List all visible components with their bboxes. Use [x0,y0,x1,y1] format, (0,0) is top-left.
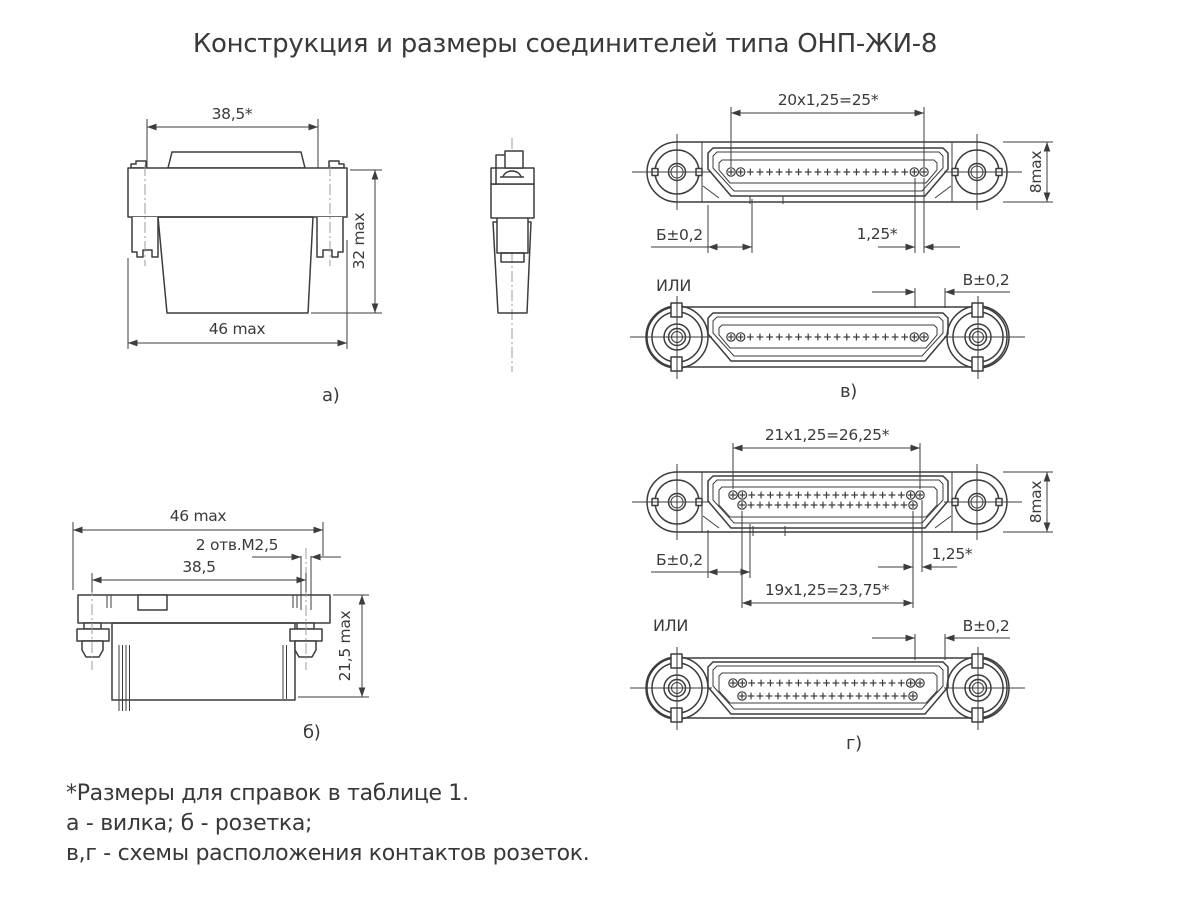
dim-step-g [878,500,973,572]
contact-row-top [729,491,924,499]
dim-label-46-max-a: 46 max [208,320,266,338]
dim-label-21-5-max: 21,5 max [336,610,354,682]
note-line-1: *Размеры для справок в таблице 1. [66,781,469,806]
dim-label-v-g: В±0,2 [962,617,1010,635]
dim-label-step-g: 1,25* [931,545,973,563]
figure-a-label: а) [322,385,340,406]
contact-row [727,168,928,176]
drawing-title: Конструкция и размеры соединителей типа ОНП-ЖИ-8 [192,29,938,59]
dim-label-row-v: 20x1,25=25* [777,91,879,109]
contact-row [727,333,928,341]
figure-g-connector-1 [632,426,1053,608]
dim-label-46-max-b: 46 max [169,507,227,525]
dim-label-38-5: 38,5* [211,105,253,123]
or-label-g: ИЛИ [653,616,689,635]
dim-row-bottom-g [742,511,913,608]
note-line-2: а - вилка; б - розетка; [66,811,313,836]
dim-label-8max-g: 8max [1027,480,1045,524]
dim-label-row-top-g: 21x1,25=26,25* [764,426,890,444]
figure-a-plug-side [491,138,534,372]
figure-v-label: в) [840,381,858,402]
mounting-ear-left [632,464,710,540]
dim-38-5-b [92,558,306,592]
dim-label-v-v: В±0,2 [962,271,1010,289]
dim-b-v [651,199,752,253]
dim-step-v [857,178,960,253]
dim-label-32-max: 32 max [350,212,368,270]
figure-a-plug-front [128,105,382,406]
figure-b-socket-side [73,507,369,743]
dim-label-step-v: 1,25* [856,225,898,243]
dim-v-v [872,271,1010,308]
figure-v-connector-2 [630,271,1025,402]
contact-row-bottom [738,692,917,700]
notes [66,781,590,866]
dim-46-max-a [128,240,347,349]
dim-label-row-bottom-g: 19x1,25=23,75* [764,581,890,599]
figure-v-connector-1 [632,91,1053,253]
figure-b-label: б) [303,722,321,743]
mounting-ear-left [632,134,710,210]
figure-g-connector-2 [630,616,1025,754]
mounting-ear-right [944,134,1022,210]
contact-row-bottom [738,501,917,509]
dim-label-38-5-b: 38,5 [182,558,216,576]
dim-label-b-v: Б±0,2 [656,226,703,244]
dim-label-holes: 2 отв.М2,5 [195,536,279,554]
figure-g-label: г) [846,733,862,754]
or-label-v: ИЛИ [656,276,692,295]
mounting-ear-right [944,464,1022,540]
note-line-3: в,г - схемы расположения контактов розеток. [66,841,590,866]
dim-label-b-g: Б±0,2 [656,551,703,569]
dim-row-pitch-total-v [731,91,924,167]
contact-row-top [729,679,924,687]
dim-v-g [872,617,1010,660]
dim-38-5 [147,105,318,168]
dim-label-8max-v: 8max [1027,150,1045,194]
dim-holes-m25 [196,536,341,557]
